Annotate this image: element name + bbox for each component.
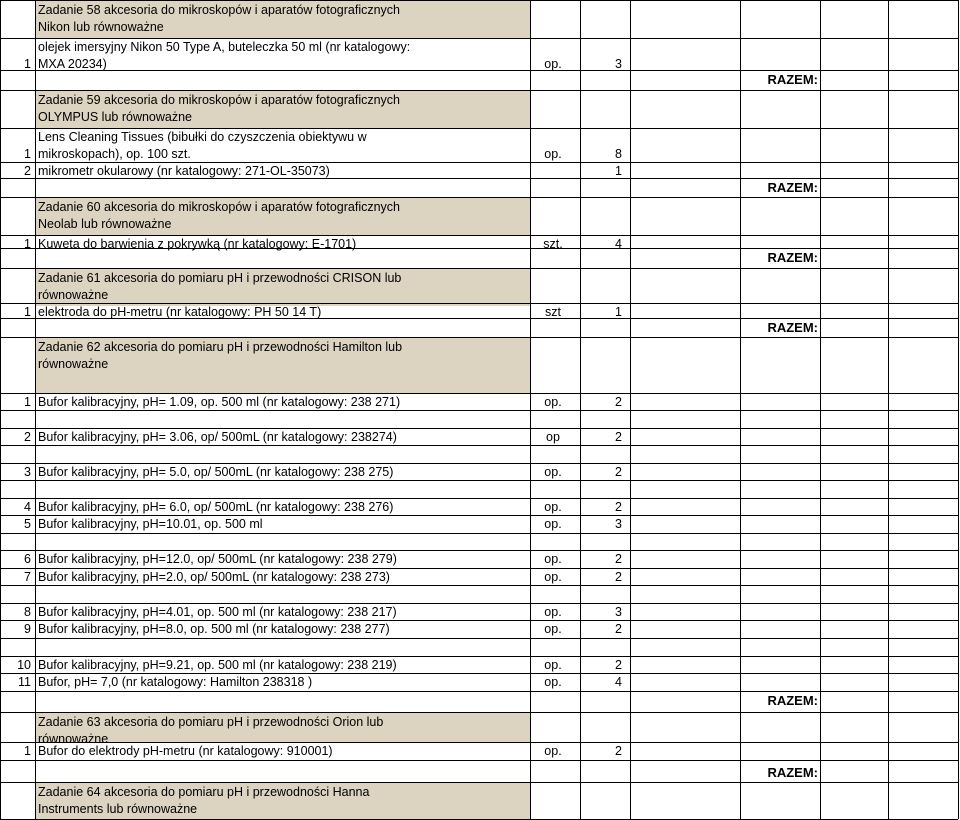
row-number: 5 <box>24 517 31 531</box>
row-gridline <box>0 480 958 481</box>
item-description: mikrometr okularowy (nr katalogowy: 271-OL-35073) <box>38 164 330 178</box>
item-description: mikroskopach), op. 100 szt. <box>38 147 191 161</box>
section-title: Nikon lub równoważne <box>38 20 164 34</box>
quantity-cell: 2 <box>615 658 622 672</box>
quantity-cell: 2 <box>615 500 622 514</box>
row-gridline <box>0 533 958 534</box>
column-gridline <box>0 0 1 819</box>
quantity-cell: 1 <box>615 305 622 319</box>
section-title: OLYMPUS lub równoważne <box>38 110 193 124</box>
item-description: Bufor kalibracyjny, pH=8.0, op. 500 ml (nr katalogowy: 238 277) <box>38 622 390 636</box>
row-gridline <box>0 268 958 269</box>
unit-cell: op. <box>544 744 562 758</box>
row-number: 2 <box>24 430 31 444</box>
item-description: Bufor kalibracyjny, pH= 6.0, op/ 500mL (nr katalogowy: 238 276) <box>38 500 394 514</box>
row-number: 7 <box>24 570 31 584</box>
item-description: Bufor kalibracyjny, pH= 1.09, op. 500 ml (nr katalogowy: 238 271) <box>38 395 401 409</box>
unit-cell: op. <box>544 658 562 672</box>
row-number: 4 <box>24 500 31 514</box>
quantity-cell: 3 <box>615 605 622 619</box>
item-description: Bufor kalibracyjny, pH= 3.06, op/ 500mL (nr katalogowy: 238274) <box>38 430 397 444</box>
section-title: Zadanie 61 akcesoria do pomiaru pH i przewodności CRISON lub <box>38 271 402 285</box>
unit-cell: op <box>546 430 560 444</box>
row-number: 3 <box>24 465 31 479</box>
unit-cell: szt. <box>543 237 563 251</box>
item-description: Lens Cleaning Tissues (bibułki do czyszczenia obiektywu w <box>38 130 367 144</box>
row-number: 10 <box>17 658 31 672</box>
row-gridline <box>0 445 958 446</box>
column-gridline <box>888 0 889 819</box>
row-gridline <box>0 70 958 71</box>
section-title: Neolab lub równoważne <box>38 217 172 231</box>
item-description: Bufor kalibracyjny, pH=2.0, op/ 500mL (nr katalogowy: 238 273) <box>38 570 390 584</box>
column-gridline <box>958 0 959 819</box>
item-description: Bufor kalibracyjny, pH=9.21, op. 500 ml (nr katalogowy: 238 219) <box>38 658 397 672</box>
row-gridline <box>0 638 958 639</box>
quantity-cell: 3 <box>615 517 622 531</box>
row-number: 1 <box>24 57 31 71</box>
quantity-cell: 4 <box>615 237 622 251</box>
row-gridline <box>0 760 958 761</box>
row-number: 1 <box>24 147 31 161</box>
column-gridline <box>35 0 36 819</box>
unit-cell: op. <box>544 675 562 689</box>
quantity-cell: 2 <box>615 552 622 566</box>
section-title: równoważne <box>38 357 109 371</box>
section-title: Zadanie 59 akcesoria do mikroskopów i aparatów fotograficznych <box>38 93 400 107</box>
unit-cell: op. <box>544 570 562 584</box>
quantity-cell: 2 <box>615 430 622 444</box>
row-number: 8 <box>24 605 31 619</box>
row-number: 1 <box>24 237 31 251</box>
column-gridline <box>580 0 581 819</box>
unit-cell: op. <box>544 622 562 636</box>
razem-total-label: RAZEM: <box>767 180 818 195</box>
quantity-cell: 2 <box>615 744 622 758</box>
unit-cell: op. <box>544 147 562 161</box>
unit-cell: szt <box>545 305 561 319</box>
section-title: Zadanie 63 akcesoria do pomiaru pH i przewodności Orion lub <box>38 715 384 729</box>
item-description: Bufor kalibracyjny, pH= 5.0, op/ 500mL (nr katalogowy: 238 275) <box>38 465 394 479</box>
section-title: Zadanie 64 akcesoria do pomiaru pH i przewodności Hanna <box>38 785 370 799</box>
section-title: Zadanie 62 akcesoria do pomiaru pH i przewodności Hamilton lub <box>38 340 403 354</box>
item-description: Bufor do elektrody pH-metru (nr katalogowy: 910001) <box>38 744 333 758</box>
item-description: Bufor kalibracyjny, pH=4.01, op. 500 ml (nr katalogowy: 238 217) <box>38 605 397 619</box>
row-gridline <box>0 712 958 713</box>
row-gridline <box>0 585 958 586</box>
row-number: 11 <box>18 675 31 689</box>
row-number: 1 <box>24 305 31 319</box>
unit-cell: op. <box>544 552 562 566</box>
item-description: Kuweta do barwienia z pokrywką (nr katalogowy: E-1701) <box>38 237 357 251</box>
column-gridline <box>630 0 631 819</box>
column-gridline <box>820 0 821 819</box>
row-number: 6 <box>24 552 31 566</box>
item-description: MXA 20234) <box>38 57 107 71</box>
row-number: 2 <box>24 164 31 178</box>
quantity-cell: 2 <box>615 570 622 584</box>
quantity-cell: 2 <box>615 465 622 479</box>
column-gridline <box>530 0 531 819</box>
section-title: równoważne <box>38 288 109 302</box>
row-number: 1 <box>24 395 31 409</box>
row-number: 1 <box>24 744 31 758</box>
quantity-cell: 8 <box>615 147 622 161</box>
row-gridline <box>0 782 958 783</box>
unit-cell: op. <box>544 465 562 479</box>
row-gridline <box>0 197 958 198</box>
item-description: Bufor, pH= 7,0 (nr katalogowy: Hamilton 238318 ) <box>38 675 313 689</box>
unit-cell: op. <box>544 57 562 71</box>
section-title: Zadanie 60 akcesoria do mikroskopów i aparatów fotograficznych <box>38 200 400 214</box>
unit-cell: op. <box>544 517 562 531</box>
razem-total-label: RAZEM: <box>767 765 818 780</box>
section-title: Instruments lub równoważne <box>38 802 198 816</box>
item-description: olejek imersyjny Nikon 50 Type A, buteleczka 50 ml (nr katalogowy: <box>38 40 411 54</box>
row-gridline <box>0 691 958 692</box>
razem-total-label: RAZEM: <box>767 250 818 265</box>
section-title: Zadanie 58 akcesoria do mikroskopów i aparatów fotograficznych <box>38 3 400 17</box>
quantity-cell: 2 <box>615 395 622 409</box>
quantity-cell: 4 <box>615 675 622 689</box>
unit-cell: op. <box>544 500 562 514</box>
quantity-cell: 2 <box>615 622 622 636</box>
razem-total-label: RAZEM: <box>767 693 818 708</box>
quantity-cell: 1 <box>615 164 622 178</box>
quantity-cell: 3 <box>615 57 622 71</box>
row-number: 9 <box>24 622 31 636</box>
razem-total-label: RAZEM: <box>767 320 818 335</box>
section-title: równoważne <box>38 732 109 746</box>
razem-total-label: RAZEM: <box>767 72 818 87</box>
item-description: elektroda do pH-metru (nr katalogowy: PH 50 14 T) <box>38 305 322 319</box>
row-gridline <box>0 0 958 1</box>
row-gridline <box>0 337 958 338</box>
row-gridline <box>0 90 958 91</box>
unit-cell: op. <box>544 395 562 409</box>
item-description: Bufor kalibracyjny, pH=10.01, op. 500 ml <box>38 517 263 531</box>
unit-cell: op. <box>544 605 562 619</box>
row-gridline <box>0 410 958 411</box>
item-description: Bufor kalibracyjny, pH=12.0, op/ 500mL (nr katalogowy: 238 279) <box>38 552 397 566</box>
